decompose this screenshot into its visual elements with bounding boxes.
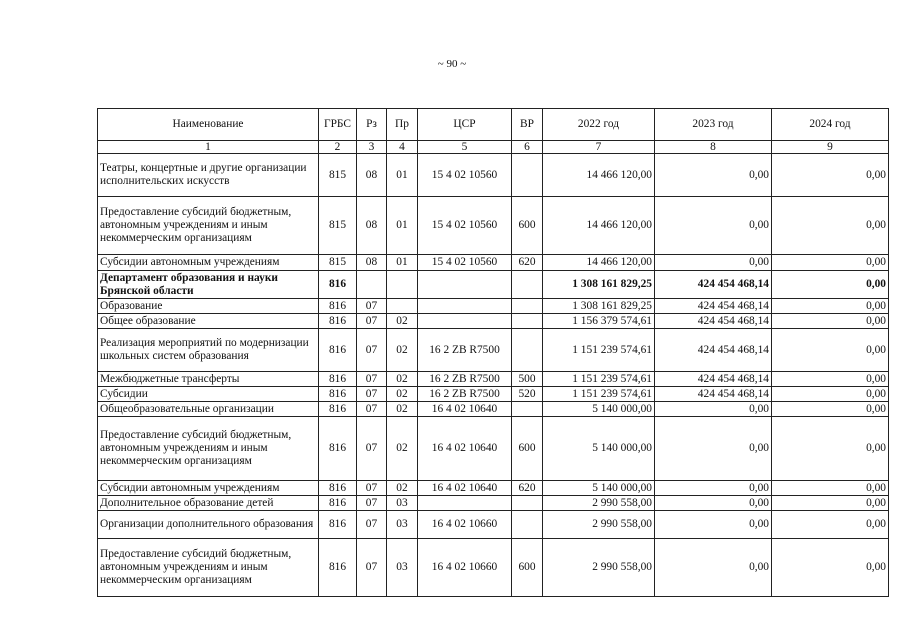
row-grbs: 816 xyxy=(319,329,357,372)
row-amount-2022: 2 990 558,00 xyxy=(543,539,655,597)
table-row xyxy=(98,481,889,496)
column-number: 5 xyxy=(418,141,512,154)
row-amount-2022: 1 151 239 574,61 xyxy=(543,372,655,387)
row-csr: 15 4 02 10560 xyxy=(418,255,512,271)
row-name: Общее образование xyxy=(98,314,319,329)
column-header: ВР xyxy=(512,109,543,141)
row-vr: 620 xyxy=(512,255,543,271)
row-rz xyxy=(357,271,387,299)
row-amount-2024: 0,00 xyxy=(772,417,889,481)
row-amount-2024: 0,00 xyxy=(772,314,889,329)
table-row xyxy=(98,197,889,255)
row-pr: 03 xyxy=(387,496,418,511)
row-rz: 07 xyxy=(357,539,387,597)
row-amount-2024: 0,00 xyxy=(772,197,889,255)
row-name: Межбюджетные трансферты xyxy=(98,372,319,387)
row-grbs: 816 xyxy=(319,402,357,417)
row-vr xyxy=(512,496,543,511)
column-number: 1 xyxy=(98,141,319,154)
row-rz: 07 xyxy=(357,417,387,481)
row-pr: 02 xyxy=(387,417,418,481)
column-header: ЦСР xyxy=(418,109,512,141)
row-name: Организации дополнительного образования xyxy=(98,511,319,539)
column-header: Наименование xyxy=(98,109,319,141)
row-amount-2024: 0,00 xyxy=(772,481,889,496)
table-row xyxy=(98,299,889,314)
row-amount-2022: 5 140 000,00 xyxy=(543,481,655,496)
row-vr: 620 xyxy=(512,481,543,496)
row-grbs: 815 xyxy=(319,197,357,255)
row-amount-2022: 1 308 161 829,25 xyxy=(543,271,655,299)
row-pr: 01 xyxy=(387,255,418,271)
row-rz: 08 xyxy=(357,154,387,197)
budget-table xyxy=(97,108,889,597)
page-number: ~ 90 ~ xyxy=(437,58,467,70)
row-grbs: 816 xyxy=(319,417,357,481)
row-grbs: 816 xyxy=(319,299,357,314)
table-row xyxy=(98,417,889,481)
row-amount-2024: 0,00 xyxy=(772,511,889,539)
row-amount-2024: 0,00 xyxy=(772,372,889,387)
row-csr: 16 4 02 10660 xyxy=(418,539,512,597)
row-name: Субсидии автономным учреждениям xyxy=(98,255,319,271)
row-amount-2022: 1 151 239 574,61 xyxy=(543,329,655,372)
row-name: Образование xyxy=(98,299,319,314)
row-rz: 07 xyxy=(357,496,387,511)
row-pr: 03 xyxy=(387,511,418,539)
table-row xyxy=(98,329,889,372)
row-vr xyxy=(512,271,543,299)
row-grbs: 815 xyxy=(319,154,357,197)
column-number: 4 xyxy=(387,141,418,154)
row-pr: 01 xyxy=(387,197,418,255)
row-amount-2024: 0,00 xyxy=(772,329,889,372)
column-number-row xyxy=(98,141,889,154)
row-amount-2023: 0,00 xyxy=(655,511,772,539)
row-csr xyxy=(418,314,512,329)
row-name: Дополнительное образование детей xyxy=(98,496,319,511)
row-amount-2023: 424 454 468,14 xyxy=(655,372,772,387)
table-row xyxy=(98,511,889,539)
column-header: 2023 год xyxy=(655,109,772,141)
table-row xyxy=(98,387,889,402)
row-pr xyxy=(387,271,418,299)
row-rz: 07 xyxy=(357,372,387,387)
row-name: Департамент образования и науки Брянской области xyxy=(98,271,319,299)
row-csr xyxy=(418,299,512,314)
row-amount-2024: 0,00 xyxy=(772,271,889,299)
row-amount-2022: 5 140 000,00 xyxy=(543,417,655,481)
column-number: 2 xyxy=(319,141,357,154)
row-amount-2023: 0,00 xyxy=(655,481,772,496)
table-row xyxy=(98,255,889,271)
row-amount-2022: 14 466 120,00 xyxy=(543,197,655,255)
row-amount-2022: 2 990 558,00 xyxy=(543,496,655,511)
row-name: Предоставление субсидий бюджетным, автономным учреждениям и иным некоммерческим организациям xyxy=(98,417,319,481)
row-vr xyxy=(512,511,543,539)
row-name: Театры, концертные и другие организации исполнительских искусств xyxy=(98,154,319,197)
row-grbs: 816 xyxy=(319,314,357,329)
row-csr xyxy=(418,271,512,299)
row-vr xyxy=(512,154,543,197)
row-csr: 16 4 02 10640 xyxy=(418,417,512,481)
row-rz: 07 xyxy=(357,402,387,417)
row-pr: 02 xyxy=(387,481,418,496)
column-header: 2022 год xyxy=(543,109,655,141)
row-rz: 07 xyxy=(357,511,387,539)
row-amount-2023: 424 454 468,14 xyxy=(655,314,772,329)
row-vr: 600 xyxy=(512,417,543,481)
row-csr: 16 4 02 10660 xyxy=(418,511,512,539)
column-header: 2024 год xyxy=(772,109,889,141)
row-rz: 08 xyxy=(357,197,387,255)
row-amount-2023: 0,00 xyxy=(655,417,772,481)
row-amount-2024: 0,00 xyxy=(772,154,889,197)
row-amount-2024: 0,00 xyxy=(772,496,889,511)
header-row xyxy=(98,109,889,141)
row-vr: 500 xyxy=(512,372,543,387)
row-rz: 07 xyxy=(357,314,387,329)
table-row xyxy=(98,314,889,329)
row-csr: 15 4 02 10560 xyxy=(418,197,512,255)
row-csr: 16 2 ZB R7500 xyxy=(418,387,512,402)
row-grbs: 816 xyxy=(319,271,357,299)
row-pr: 02 xyxy=(387,329,418,372)
row-amount-2024: 0,00 xyxy=(772,255,889,271)
column-number: 3 xyxy=(357,141,387,154)
row-csr: 16 2 ZB R7500 xyxy=(418,329,512,372)
row-rz: 07 xyxy=(357,329,387,372)
row-amount-2022: 14 466 120,00 xyxy=(543,154,655,197)
row-rz: 07 xyxy=(357,387,387,402)
row-amount-2022: 5 140 000,00 xyxy=(543,402,655,417)
row-amount-2024: 0,00 xyxy=(772,402,889,417)
row-name: Реализация мероприятий по модернизации школьных систем образования xyxy=(98,329,319,372)
row-name: Общеобразовательные организации xyxy=(98,402,319,417)
row-vr: 600 xyxy=(512,197,543,255)
row-amount-2024: 0,00 xyxy=(772,299,889,314)
row-pr xyxy=(387,299,418,314)
row-pr: 03 xyxy=(387,539,418,597)
row-vr xyxy=(512,329,543,372)
row-grbs: 816 xyxy=(319,539,357,597)
row-amount-2024: 0,00 xyxy=(772,387,889,402)
row-name: Субсидии xyxy=(98,387,319,402)
row-amount-2022: 2 990 558,00 xyxy=(543,511,655,539)
table-row xyxy=(98,496,889,511)
column-number: 9 xyxy=(772,141,889,154)
row-pr: 02 xyxy=(387,387,418,402)
row-csr xyxy=(418,496,512,511)
row-grbs: 816 xyxy=(319,481,357,496)
row-amount-2022: 14 466 120,00 xyxy=(543,255,655,271)
row-amount-2023: 0,00 xyxy=(655,197,772,255)
row-amount-2023: 424 454 468,14 xyxy=(655,387,772,402)
row-pr: 01 xyxy=(387,154,418,197)
row-grbs: 816 xyxy=(319,387,357,402)
table-row xyxy=(98,154,889,197)
row-amount-2023: 424 454 468,14 xyxy=(655,299,772,314)
row-vr xyxy=(512,314,543,329)
column-number: 8 xyxy=(655,141,772,154)
table-row xyxy=(98,402,889,417)
table-row xyxy=(98,372,889,387)
row-grbs: 815 xyxy=(319,255,357,271)
table-row xyxy=(98,539,889,597)
row-pr: 02 xyxy=(387,314,418,329)
row-rz: 07 xyxy=(357,299,387,314)
row-amount-2023: 0,00 xyxy=(655,154,772,197)
row-vr xyxy=(512,402,543,417)
row-vr xyxy=(512,299,543,314)
row-amount-2022: 1 151 239 574,61 xyxy=(543,387,655,402)
row-amount-2023: 424 454 468,14 xyxy=(655,271,772,299)
column-header: Пр xyxy=(387,109,418,141)
row-pr: 02 xyxy=(387,402,418,417)
row-grbs: 816 xyxy=(319,511,357,539)
row-amount-2022: 1 156 379 574,61 xyxy=(543,314,655,329)
row-rz: 07 xyxy=(357,481,387,496)
row-csr: 16 4 02 10640 xyxy=(418,481,512,496)
row-amount-2022: 1 308 161 829,25 xyxy=(543,299,655,314)
column-header: ГРБС xyxy=(319,109,357,141)
row-amount-2023: 0,00 xyxy=(655,496,772,511)
row-amount-2024: 0,00 xyxy=(772,539,889,597)
row-amount-2023: 0,00 xyxy=(655,255,772,271)
column-number: 7 xyxy=(543,141,655,154)
row-vr: 520 xyxy=(512,387,543,402)
table-body xyxy=(98,154,889,597)
row-grbs: 816 xyxy=(319,496,357,511)
row-csr: 15 4 02 10560 xyxy=(418,154,512,197)
row-csr: 16 2 ZB R7500 xyxy=(418,372,512,387)
row-amount-2023: 0,00 xyxy=(655,402,772,417)
row-grbs: 816 xyxy=(319,372,357,387)
row-rz: 08 xyxy=(357,255,387,271)
row-vr: 600 xyxy=(512,539,543,597)
row-amount-2023: 0,00 xyxy=(655,539,772,597)
column-number: 6 xyxy=(512,141,543,154)
row-amount-2023: 424 454 468,14 xyxy=(655,329,772,372)
row-name: Предоставление субсидий бюджетным, автономным учреждениям и иным некоммерческим организациям xyxy=(98,539,319,597)
row-name: Субсидии автономным учреждениям xyxy=(98,481,319,496)
table-row xyxy=(98,271,889,299)
row-csr: 16 4 02 10640 xyxy=(418,402,512,417)
column-header: Рз xyxy=(357,109,387,141)
row-name: Предоставление субсидий бюджетным, автономным учреждениям и иным некоммерческим организациям xyxy=(98,197,319,255)
row-pr: 02 xyxy=(387,372,418,387)
